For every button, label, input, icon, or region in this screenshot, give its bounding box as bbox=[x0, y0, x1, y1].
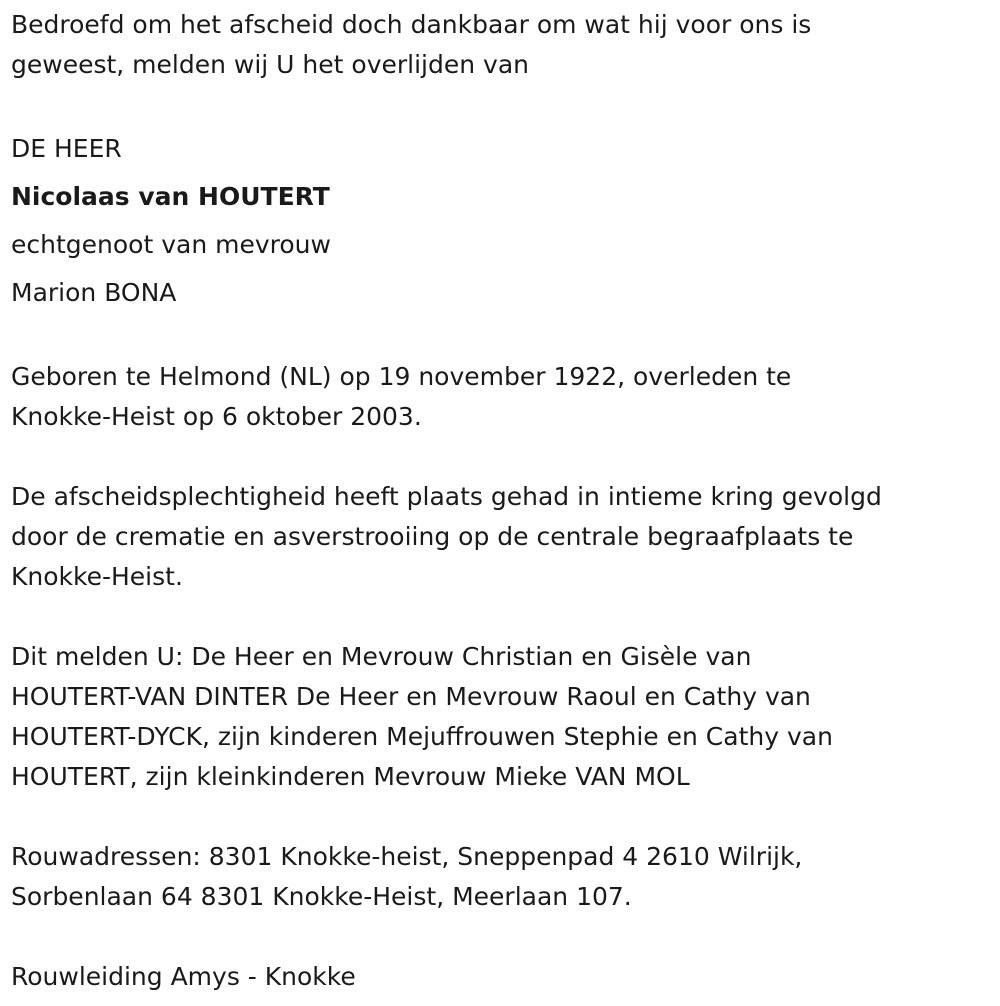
ceremony-line-2: door de crematie en asverstrooiing op de centrale begraafplaats te bbox=[11, 522, 854, 551]
spacer bbox=[11, 317, 991, 357]
spacer bbox=[11, 597, 991, 637]
intro-line-1: Bedroefd om het afscheid doch dankbaar om wat hij voor ons is bbox=[11, 10, 812, 39]
ceremony-paragraph bbox=[11, 477, 991, 597]
family-line-4: HOUTERT, zijn kleinkinderen Mevrouw Mieke VAN MOL bbox=[11, 762, 690, 791]
funeral-director: Rouwleiding Amys - Knokke bbox=[11, 962, 356, 991]
addresses-paragraph bbox=[11, 837, 991, 917]
deceased-title: DE HEER bbox=[11, 134, 122, 163]
birth-death-paragraph bbox=[11, 357, 991, 437]
deceased-name: Nicolaas van HOUTERT bbox=[11, 182, 330, 211]
intro-paragraph bbox=[11, 5, 991, 85]
family-line-3: HOUTERT-DYCK, zijn kinderen Mejuffrouwen Stephie en Cathy van bbox=[11, 722, 833, 751]
ceremony-line-1: De afscheidsplechtigheid heeft plaats gehad in intieme kring gevolgd bbox=[11, 482, 882, 511]
ceremony-line-3: Knokke-Heist. bbox=[11, 562, 183, 591]
spouse-name: Marion BONA bbox=[11, 278, 177, 307]
spacer bbox=[11, 85, 991, 125]
obituary-notice bbox=[11, 5, 991, 997]
addresses-line-1: Rouwadressen: 8301 Knokke-heist, Sneppenpad 4 2610 Wilrijk, bbox=[11, 842, 803, 871]
spacer bbox=[11, 797, 991, 837]
deceased-block bbox=[11, 125, 991, 317]
family-line-2: HOUTERT-VAN DINTER De Heer en Mevrouw Raoul en Cathy van bbox=[11, 682, 811, 711]
intro-line-2: geweest, melden wij U het overlijden van bbox=[11, 50, 529, 79]
family-paragraph bbox=[11, 637, 991, 797]
spacer bbox=[11, 917, 991, 957]
deceased-relation: echtgenoot van mevrouw bbox=[11, 230, 331, 259]
birth-death-line-2: Knokke-Heist op 6 oktober 2003. bbox=[11, 402, 422, 431]
family-line-1: Dit melden U: De Heer en Mevrouw Christian en Gisèle van bbox=[11, 642, 752, 671]
birth-death-line-1: Geboren te Helmond (NL) op 19 november 1922, overleden te bbox=[11, 362, 792, 391]
spacer bbox=[11, 437, 991, 477]
addresses-line-2: Sorbenlaan 64 8301 Knokke-Heist, Meerlaan 107. bbox=[11, 882, 632, 911]
